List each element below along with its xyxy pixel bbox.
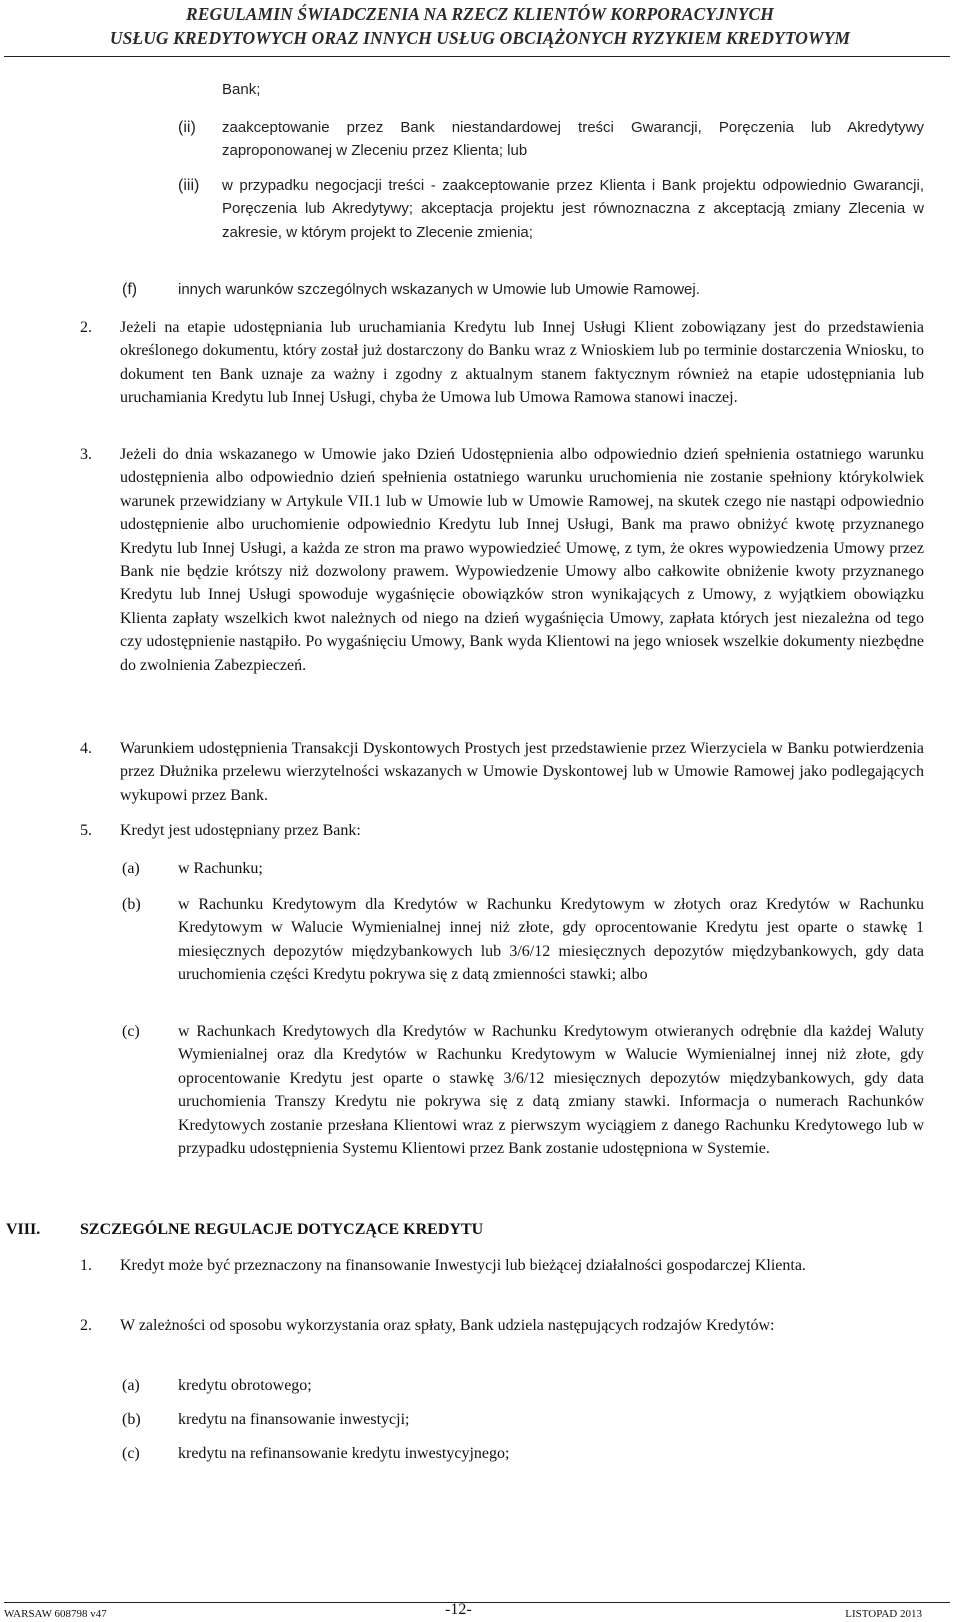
header-line-2: USŁUG KREDYTOWYCH ORAZ INNYCH USŁUG OBCIĄŻONYCH RYZYKIEM KREDYTOWYM [109, 28, 851, 48]
footer-rule [4, 1602, 950, 1603]
sec8-para-1-number: 1. [80, 1257, 92, 1274]
item-c-label: (c) [122, 1023, 140, 1040]
item-iii-text: w przypadku negocjacji treści - zaakceptowanie przez Klienta i Bank projektu odpowiednio Gwarancji, Poręczenia lub Akredytywy; akceptacja projektu jest równoznaczna z akceptacją zmiany Zlecenia w zakresie, w którym projekt to Zlecenie zmienia; [222, 177, 924, 241]
item-b-label: (b) [122, 896, 141, 913]
para-2-number: 2. [80, 319, 92, 336]
item-b-text: w Rachunku Kredytowym dla Kredytów w Rachunku Kredytowym w złotych oraz Kredytów w Rachunku Kredytowym w Walucie Wymienialnej innej niż złote, gdy oprocentowanie Kredytu jest oparte o stawkę 1 miesięcznych depozytów międzybankowych lub 3/6/12 miesięcznych depozytów międzybankowych, gdy data uruchomienia części Kredytu pokrywa się z datą zmienności stawki; albo [178, 896, 924, 984]
sec8-item-a-label: (a) [122, 1377, 140, 1394]
para-4-number: 4. [80, 740, 92, 757]
sec8-item-b-label: (b) [122, 1411, 141, 1428]
para-2-text: Jeżeli na etapie udostępniania lub uruchamiania Kredytu lub Innej Usługi Klient zobowiązany jest do przedstawienia określonego dokumentu, który został już dostarczony do Banku wraz z Wnioskiem lub po terminie dostarczenia Wniosku, to dokument ten Bank uznaje za ważny i zgodny z aktualnym stanem faktycznym również na etapie udostępniania lub uruchamiania Kredytu lub Innej Usługi, chyba że Umowa lub Umowa Ramowa stanowi inaczej. [120, 319, 924, 407]
header-line-1: REGULAMIN ŚWIADCZENIA NA RZECZ KLIENTÓW KORPORACYJNYCH [185, 4, 775, 24]
header-rule [4, 56, 950, 57]
sec8-para-2-number: 2. [80, 1317, 92, 1334]
sec8-item-b-text: kredytu na finansowanie inwestycji; [178, 1411, 410, 1428]
item-a-text: w Rachunku; [178, 860, 263, 877]
sec8-item-a-text: kredytu obrotowego; [178, 1377, 312, 1394]
sec8-para-1-text: Kredyt może być przeznaczony na finansowanie Inwestycji lub bieżącej działalności gospodarczej Klienta. [120, 1257, 806, 1274]
item-f-label: (f) [122, 281, 138, 298]
item-a-label: (a) [122, 860, 140, 877]
item-ii-text: zaakceptowanie przez Bank niestandardowej treści Gwarancji, Poręczenia lub Akredytywy zaproponowanej w Zleceniu przez Klienta; lub [222, 119, 924, 160]
para-5-text: Kredyt jest udostępniany przez Bank: [120, 822, 361, 839]
footer-page-number: -12- [445, 1601, 472, 1618]
footer-document-id: WARSAW 608798 v47 [4, 1608, 107, 1620]
para-5-number: 5. [80, 822, 92, 839]
item-iii-label: (iii) [178, 177, 200, 194]
item-ii-label: (ii) [178, 119, 196, 136]
para-4-text: Warunkiem udostępnienia Transakcji Dyskontowych Prostych jest przedstawienie przez Wierzyciela w Banku potwierdzenia przez Dłużnika przelewu wierzytelności wskazanych w Umowie Dyskontowej lub w Umowie Ramowej jako podlegających wykupowi przez Bank. [120, 740, 924, 804]
section-8-title: SZCZEGÓLNE REGULACJE DOTYCZĄCE KREDYTU [80, 1221, 484, 1238]
para-3-text: Jeżeli do dnia wskazanego w Umowie jako Dzień Udostępnienia albo odpowiednio dzień spełnienia ostatniego warunku udostępnienia albo odpowiednio dzień spełnienia ostatniego warunku uruchomienia nie zostanie spełniony którykolwiek warunek przewidziany w Artykule VII.1 lub w Umowie lub w Umowie Ramowej, na skutek czego nie nastąpi odpowiednio udostępnienie albo uruchomienie odpowiednio Kredytu lub Innej Usługi, Bank ma prawo obniżyć kwotę przyznanego Kredytu lub Innej Usługi, a każda ze stron ma prawo wypowiedzieć Umowę, z tym, że okres wypowiedzenia Umowy przez Bank nie będzie krótszy niż dozwolony prawem. Wypowiedzenie Umowy albo całkowite obniżenie kwoty przyznanego Kredytu lub Innej Usługi spowoduje wygaśnięcie obowiązków stron wynikających z Umowy, z wyjątkiem obowiązku Klienta zapłaty wszelkich kwot należnych od niego na dzień wygaśnięcia Umowy, zapłata których jest niezależna od tego czy udostępnienie nastąpiło. Po wygaśnięciu Umowy, Bank wyda Klientowi na jego wniosek wszelkie dokumenty niezbędne do zwolnienia Zabezpieczeń. [120, 446, 924, 674]
continuation-bank: Bank; [222, 81, 261, 98]
document-header [0, 2, 960, 50]
sec8-item-c-text: kredytu na refinansowanie kredytu inwestycyjnego; [178, 1445, 510, 1462]
para-3-number: 3. [80, 446, 92, 463]
section-8-number: VIII. [6, 1221, 41, 1238]
footer-date: LISTOPAD 2013 [845, 1608, 922, 1620]
sec8-para-2-text: W zależności od sposobu wykorzystania oraz spłaty, Bank udziela następujących rodzajów Kredytów: [120, 1317, 775, 1334]
item-f-text: innych warunków szczególnych wskazanych w Umowie lub Umowie Ramowej. [178, 281, 700, 298]
item-c-text: w Rachunkach Kredytowych dla Kredytów w Rachunku Kredytowym otwieranych odrębnie dla każdej Waluty Wymienialnej oraz dla Kredytów w Rachunku Kredytowym w Walucie Wymienialnej innej niż złote, gdy oprocentowanie Kredytu jest oparte o stawkę 3/6/12 miesięcznych depozytów międzybankowych, gdy data uruchomienia Transzy Kredytu nie pokrywa się z datą zmiany stawki. Informacja o numerach Rachunków Kredytowych zostanie przesłana Klientowi wraz z pierwszym wyciągiem z danego Rachunku Kredytowego lub w przypadku udostępnienia Systemu Klientowi przez Bank zostanie udostępniona w Systemie. [178, 1023, 924, 1158]
sec8-item-c-label: (c) [122, 1445, 140, 1462]
